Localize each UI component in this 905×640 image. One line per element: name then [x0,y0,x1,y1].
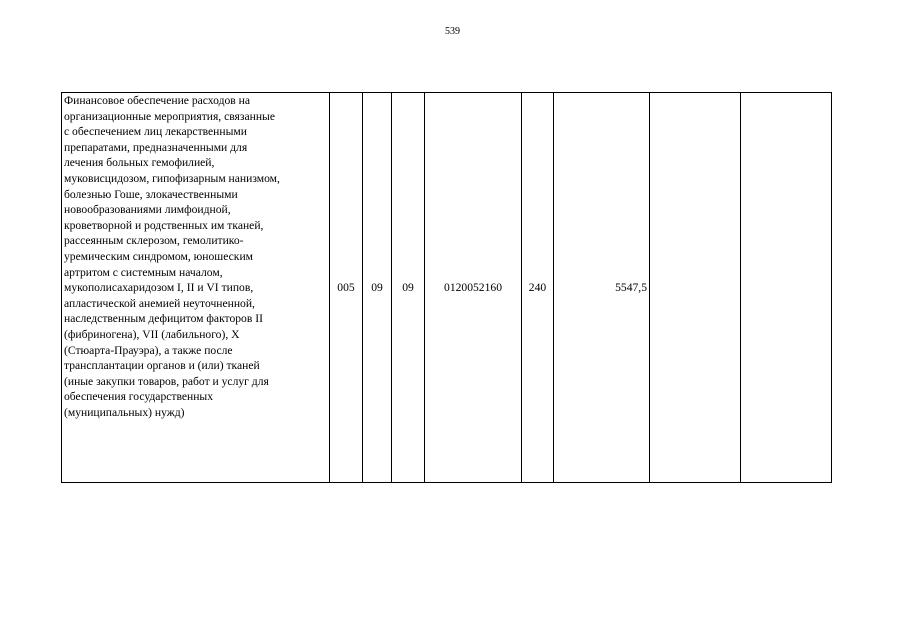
description-line: (иные закупки товаров, работ и услуг для [64,374,269,388]
empty-cell [650,93,741,483]
expense-type-cell: 240 [522,93,554,483]
description-line: апластической анемией неуточненной, [64,296,255,310]
description-line: (муниципальных) нужд) [64,405,185,419]
description-line: артритом с системным началом, [64,265,223,279]
description-line: мукополисахаридозом I, II и VI типов, [64,281,254,295]
table-row [62,93,832,483]
description-line: муковисцидозом, гипофизарным нанизмом, [64,171,280,185]
description-line: новообразованиями лимфоидной, [64,203,231,217]
description-line: препаратами, предназначенными для [64,140,248,154]
subsection-code-cell: 09 [392,93,425,483]
description-line: болезнью Гоше, злокачественными [64,187,238,201]
description-line: организационные мероприятия, связанные [64,109,275,123]
description-line: уремическим синдромом, юношеским [64,249,253,263]
ministry-code-cell: 005 [330,93,363,483]
description-line: рассеянным склерозом, гемолитико- [64,234,244,248]
description-line: кроветворной и родственных им тканей, [64,218,264,232]
page-number: 539 [445,26,460,37]
section-code-cell: 09 [363,93,392,483]
description-line: Финансовое обеспечение расходов на [64,94,251,107]
empty-cell [741,93,832,483]
description-line: лечения больных гемофилией, [64,156,215,170]
target-article-cell: 0120052160 [425,93,522,483]
description-cell [62,93,330,483]
amount-cell: 5547,5 [554,93,650,483]
description-line: с обеспечением лиц лекарственными [64,125,247,139]
description-line: (фибриногена), VII (лабильного), X [64,327,240,341]
description-line: трансплантации органов и (или) тканей [64,359,260,373]
description-line: обеспечения государственных [64,390,214,404]
description-line: (Стюарта-Прауэра), а также после [64,343,233,357]
description-line: наследственным дефицитом факторов II [64,312,263,326]
budget-table [61,92,832,483]
